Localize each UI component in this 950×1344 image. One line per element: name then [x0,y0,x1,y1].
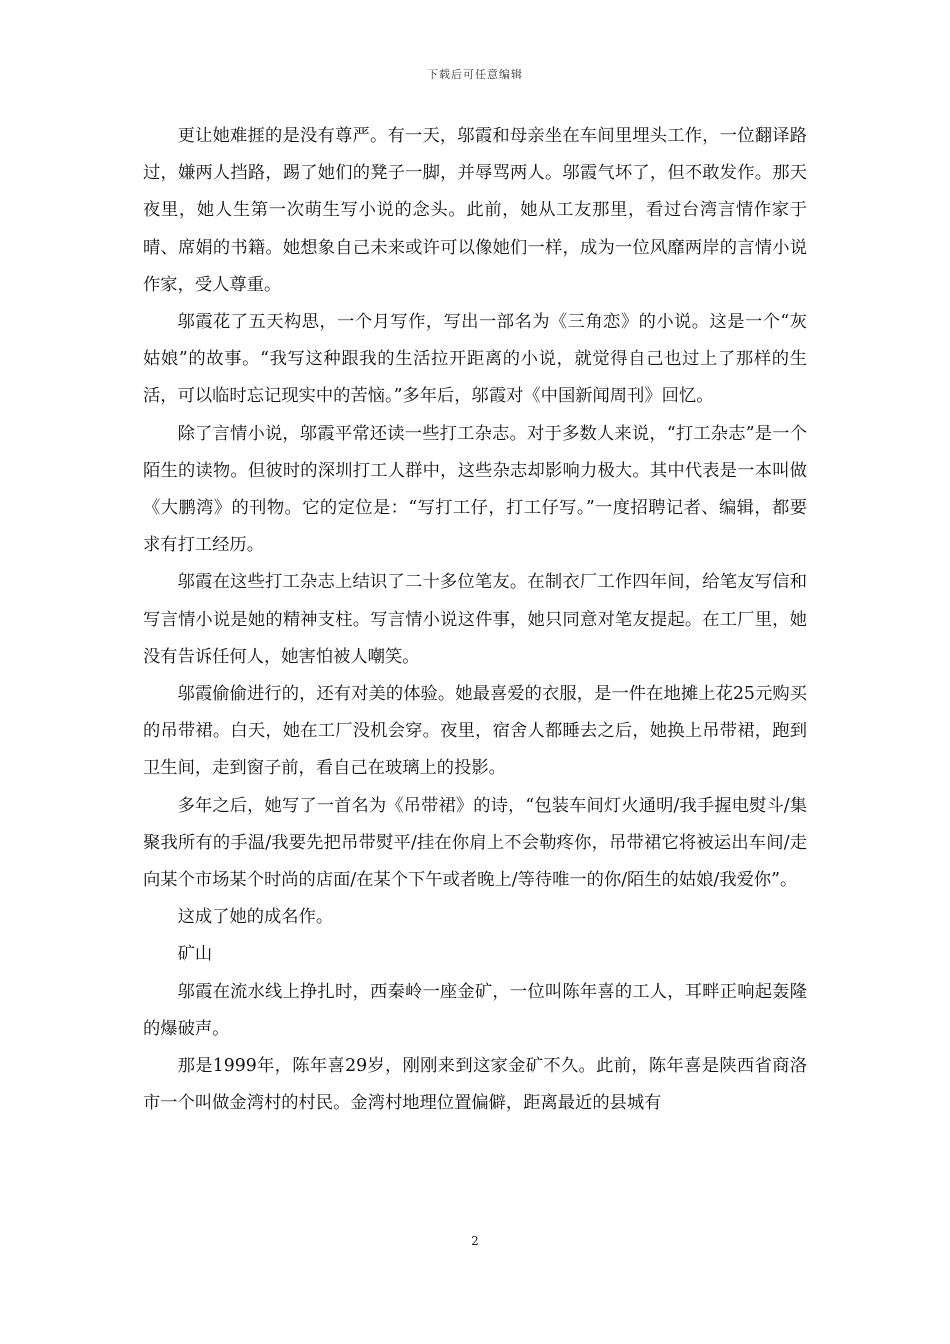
body-text [143,118,807,1122]
section-heading: 矿山 [177,944,213,965]
paragraph: 邬霞偷偷进行的，还有对美的体验。她最喜爱的衣服，是一件在地摊上花25元购买的吊带裙。白天，她在工厂没机会穿。夜里，宿舍人都睡去之后，她换上吊带裙，跑到卫生间，走到窗子前，看自己在玻璃上的投影。 [143,684,807,779]
paragraph: 除了言情小说，邬霞平常还读一些打工杂志。对于多数人来说，“打工杂志”是一个陌生的读物。但彼时的深圳打工人群中，这些杂志却影响力极大。其中代表是一本叫做《大鹏湾》的刊物。它的定位是：“写打工仔，打工仔写。”一度招聘记者、编辑，都要求有打工经历。 [143,423,807,556]
page-header: 下载后可任意编辑 [427,68,523,81]
paragraph: 邬霞花了五天构思，一个月写作，写出一部名为《三角恋》的小说。这是一个“灰姑娘”的故事。“我写这种跟我的生活拉开距离的小说，就觉得自己也过上了那样的生活，可以临时忘记现实中的苦恼。”多年后，邬霞对《中国新闻周刊》回忆。 [143,312,807,407]
paragraph: 那是1999年，陈年喜29岁，刚刚来到这家金矿不久。此前，陈年喜是陕西省商洛市一个叫做金湾村的村民。金湾村地理位置偏僻，距离最近的县城有 [143,1056,807,1114]
paragraph: 更让她难捱的是没有尊严。有一天，邬霞和母亲坐在车间里埋头工作，一位翻译路过，嫌两人挡路，踢了她们的凳子一脚，并辱骂两人。邬霞气坏了，但不敢发作。那天夜里，她人生第一次萌生写小说的念头。此前，她从工友那里，看过台湾言情作家于晴、席娟的书籍。她想象自己未来或许可以像她们一样，成为一位风靡两岸的言情小说作家，受人尊重。 [143,126,807,295]
paragraph: 这成了她的成名作。 [177,907,334,928]
page-number: 2 [471,1234,479,1248]
paragraph: 多年之后，她写了一首名为《吊带裙》的诗，“包装车间灯火通明/我手握电熨斗/集聚我所有的手温/我要先把吊带熨平/挂在你肩上不会勒疼你，吊带裙它将被运出车间/走向某个市场某个时尚的店面/在某个下午或者晚上/等待唯一的你/陌生的姑娘/我爱你”。 [143,795,807,891]
paragraph: 邬霞在流水线上挣扎时，西秦岭一座金矿，一位叫陈年喜的工人，耳畔正响起轰隆的爆破声。 [143,981,807,1039]
paragraph: 邬霞在这些打工杂志上结识了二十多位笔友。在制衣厂工作四年间，给笔友写信和写言情小说是她的精神支柱。写言情小说这件事，她只同意对笔友提起。在工厂里，她没有告诉任何人，她害怕被人嘲笑。 [143,572,807,667]
